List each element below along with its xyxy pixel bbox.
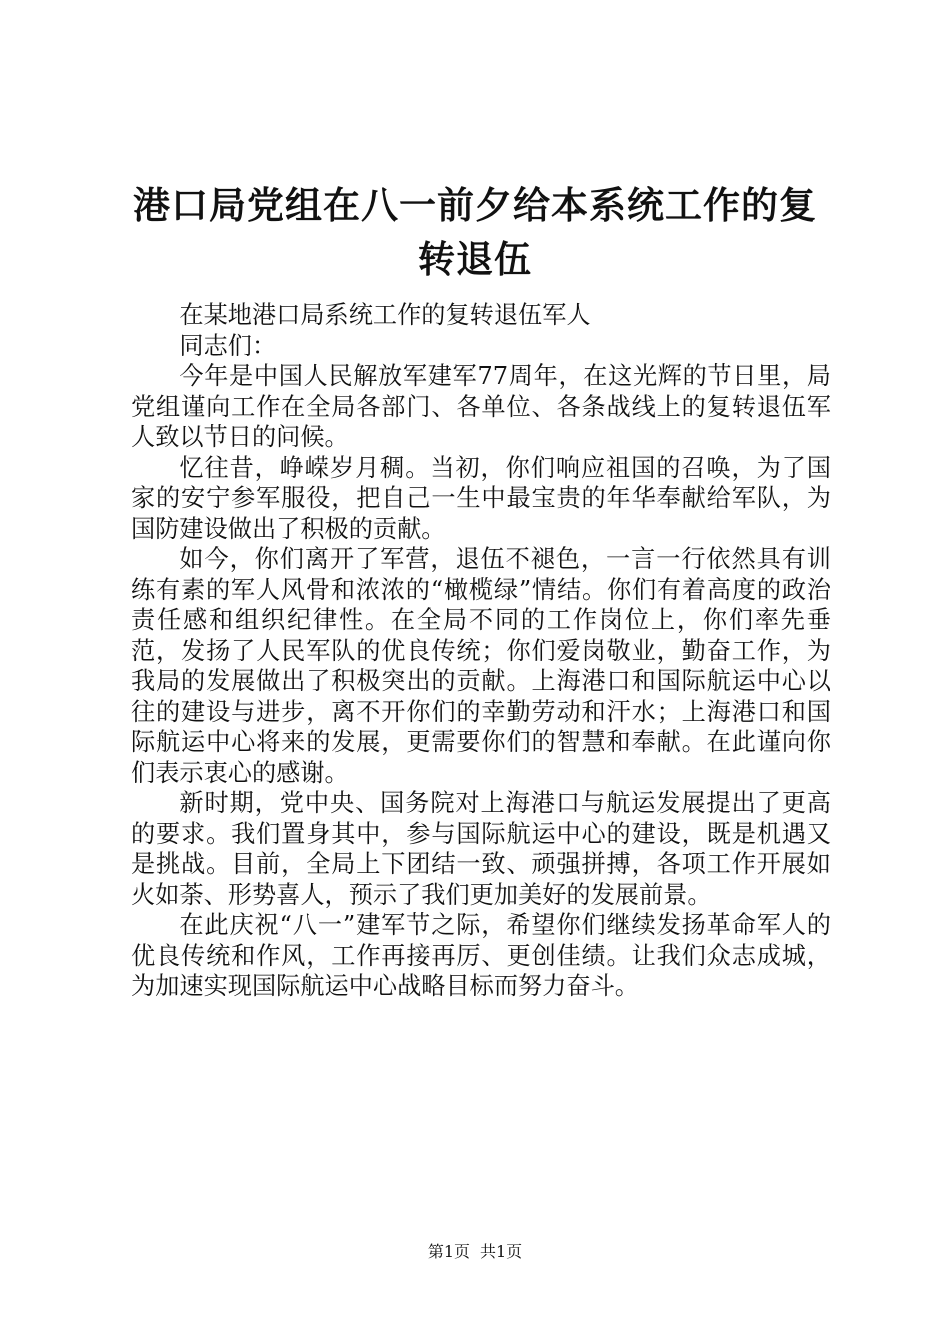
salutation: 同志们：: [179, 331, 277, 360]
page-total: 共1页: [480, 1242, 523, 1261]
recipient-line: 在某地港口局系统工作的复转退伍军人: [179, 301, 591, 329]
paragraph-past: 忆往昔，峥嵘岁月稠。当初，你们响应祖国的召唤，为了国家的安宁参军服役，把自己一生中最宝贵的年华奉献给军队，为国防建设做出了积极的贡献。: [131, 453, 831, 543]
document-body: [131, 300, 831, 1002]
paragraph-closing: 在此庆祝“八一”建军节之际，希望你们继续发扬革命军人的优良传统和作风，工作再接再厉、更创佳绩。让我们众志成城，为加速实现国际航运中心战略目标而努力奋斗。: [131, 911, 831, 1000]
paragraph-present: 如今，你们离开了军营，退伍不褪色，一言一行依然具有训练有素的军人风骨和浓浓的“橄榄绿”情结。你们有着高度的政治责任感和组织纪律性。在全局不同的工作岗位上，你们率先垂范，发扬了人民军队的优良传统；你们爱岗敬业，勤奋工作，为我局的发展做出了积极突出的贡献。上海港口和国际航运中心以往的建设与进步，离不开你们的幸勤劳动和汗水；上海港口和国际航运中心将来的发展，更需要你们的智慧和奉献。在此谨向你们表示衷心的感谢。: [131, 545, 831, 787]
page-footer: [0, 1241, 950, 1263]
paragraph-new-era: 新时期，党中央、国务院对上海港口与航运发展提出了更高的要求。我们置身其中，参与国际航运中心的建设，既是机遇又是挑战。目前，全局上下团结一致、顽强拼搏，各项工作开展如火如荼、形势喜人，预示了我们更加美好的发展前景。: [131, 789, 831, 909]
paragraph-greeting: 今年是中国人民解放军建军77周年，在这光辉的节日里，局党组谨向工作在全局各部门、各单位、各条战线上的复转退伍军人致以节日的问候。: [131, 362, 831, 451]
document-title: 港口局党组在八一前夕给本系统工作的复转退伍: [133, 183, 817, 281]
page-number: 第1页: [427, 1242, 470, 1261]
